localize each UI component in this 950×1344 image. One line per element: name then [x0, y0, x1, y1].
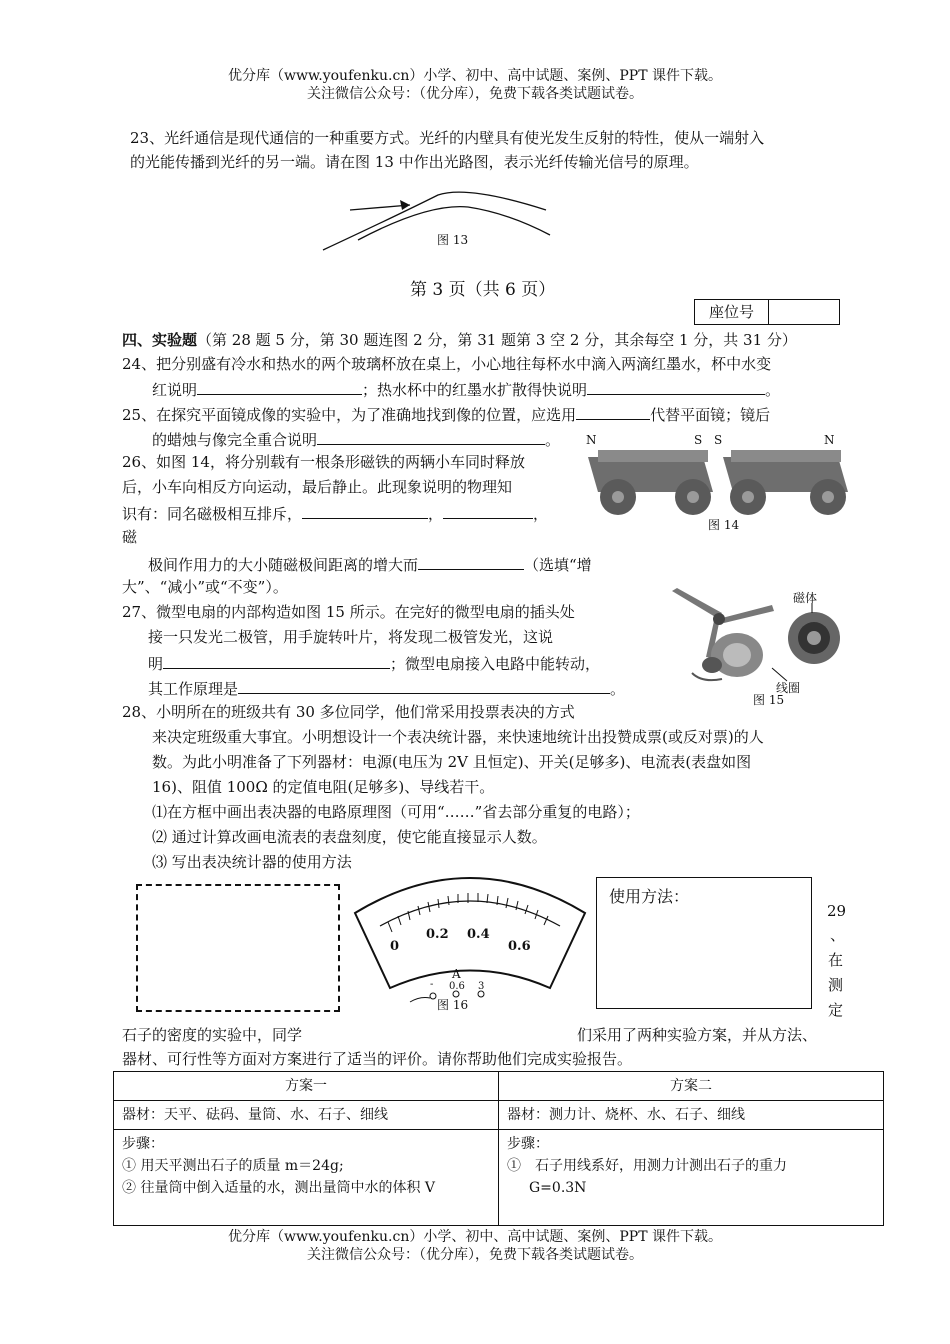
circuit-answer-box[interactable] — [136, 884, 340, 1012]
plan2-step-1: ① 石子用线系好，用测力计测出石子的重力 — [507, 1158, 787, 1174]
q25-line2 — [152, 428, 560, 450]
page-header-line2: 关注微信公众号：（优分库），免费下载各类试题试卷。 — [307, 86, 643, 102]
q23-line1: 23、光纤通信是现代通信的一种重要方式。光纤的内壁具有使光发生反射的特性，使从一端射入 — [130, 129, 765, 147]
terminal-minus: - — [430, 979, 434, 990]
q26-text-a: 识有：同名磁极相互排斥， — [122, 505, 303, 523]
table-row — [114, 1072, 884, 1101]
q28-sub1: ⑴在方框中画出表决器的电路原理图（可用“……”省去部分重复的电路）； — [152, 803, 640, 821]
q29-side-char-2: 测 — [828, 976, 844, 994]
section4-title: 四、实验题 — [122, 331, 198, 349]
q29-side-comma: 、 — [830, 926, 846, 944]
q29-side-char-3: 定 — [828, 1001, 844, 1019]
q27-line2: 接一只发光二极管，用手旋转叶片，将发现二极管发光，这说 — [148, 628, 554, 646]
q27-text-d: 。 — [610, 680, 626, 698]
q26-text-d: 极间作用力的大小随磁极间距离的增大而 — [148, 556, 419, 574]
fig16-caption: 图 16 — [437, 998, 469, 1012]
dial-unit: A — [452, 967, 461, 981]
q26-line5 — [148, 553, 592, 575]
plan2-header: 方案二 — [499, 1072, 884, 1101]
fig14-pole-n-right: N — [824, 433, 835, 447]
q27-text-a: 明 — [148, 655, 164, 673]
plan2-steps-cell — [499, 1130, 884, 1226]
page-footer-line2: 关注微信公众号：（优分库），免费下载各类试题试卷。 — [307, 1247, 643, 1263]
q26-line6: 大”、“减小”或“不变”）。 — [122, 578, 288, 596]
experiment-report-table — [113, 1071, 884, 1226]
plan1-step-2: ② 往量筒中倒入适量的水，测出量筒中水的体积 V — [122, 1180, 436, 1196]
q29-line2: 器材、可行性等方面对方案进行了适当的评价。请你帮助他们完成实验报告。 — [122, 1050, 633, 1068]
q27-text-b: ；微型电扇接入电路中能转动， — [390, 655, 601, 673]
section4-note: （第 28 题 5 分，第 30 题连图 2 分，第 31 题第 3 空 2 分，其余每空 1 分，共 31 分） — [197, 331, 797, 349]
table-row — [114, 1130, 884, 1226]
dial-label-0-6: 0.6 — [508, 939, 531, 954]
fig13-caption: 图 13 — [437, 233, 469, 247]
page-indicator: 第 3 页（共 6 页） — [410, 280, 556, 300]
q29-side-char-1: 在 — [828, 951, 844, 969]
q27-line1: 27、微型电扇的内部构造如图 15 所示。在完好的微型电扇的插头处 — [122, 603, 575, 621]
q27-line3 — [148, 652, 600, 674]
left-cart — [588, 450, 713, 515]
q25-text-a: 25、在探究平面镜成像的实验中，为了准确地找到像的位置，应选用 — [122, 406, 577, 424]
page-footer-line1: 优分库（www.youfenku.cn）小学、初中、高中试题、案例、PPT 课件下载。 — [227, 1229, 722, 1245]
q28-line3: 数。为此小明准备了下列器材：电源(电压为 2V 且恒定)、开关(足够多)、电流表(表盘如图 — [152, 753, 752, 771]
fig15-caption: 图 15 — [753, 693, 785, 707]
q26-text-b: ， — [428, 505, 444, 523]
seat-number-label: 座位号 — [695, 300, 769, 324]
q28-line2: 来决定班级重大事宜。小明想设计一个表决统计器，来快速地统计出投赞成票(或反对票)的人 — [152, 728, 764, 746]
q24-blank-2[interactable] — [587, 378, 765, 395]
plan2-steps-label: 步骤： — [507, 1136, 549, 1152]
fig14-pole-s-left: S — [694, 433, 703, 447]
q26-line3 — [122, 502, 548, 524]
terminal-3: 3 — [478, 981, 485, 992]
q28-line1: 28、小明所在的班级共有 30 多位同学，他们常采用投票表决的方式 — [122, 703, 575, 721]
arrow-icon — [400, 200, 410, 210]
q28-line4: 16)、阻值 100Ω 的定值电阻(足够多)、导线若干。 — [152, 778, 495, 796]
plan1-header: 方案一 — [114, 1072, 499, 1101]
q25-blank-2[interactable] — [317, 428, 545, 445]
q25-blank-1[interactable] — [576, 403, 650, 420]
fig14-caption: 图 14 — [708, 518, 740, 532]
q24-line1: 24、把分别盛有冷水和热水的两个玻璃杯放在桌上，小心地往每杯水中滴入两滴红墨水，杯中水变 — [122, 355, 772, 373]
q24-text-b: ；热水杯中的红墨水扩散得快说明 — [362, 381, 588, 399]
q26-line4: 磁 — [122, 528, 138, 546]
plan1-step-1: ① 用天平测出石子的质量 m＝24g; — [122, 1158, 344, 1174]
q25-text-b: 代替平面镜；镜后 — [650, 406, 771, 424]
fig15-label-coil: 线圈 — [776, 681, 801, 695]
q24-text-a: 红说明 — [152, 381, 198, 399]
fiber-top-wall — [323, 192, 546, 250]
q26-text-c: ， — [533, 505, 549, 523]
q26-blank-2[interactable] — [443, 502, 533, 519]
q24-line2 — [152, 378, 780, 400]
table-row — [114, 1101, 884, 1130]
plan1-steps-cell — [114, 1130, 499, 1226]
fig14-pole-s-right: S — [714, 433, 723, 447]
plan1-steps-label: 步骤： — [122, 1136, 164, 1152]
q29-line1b: 们采用了两种实验方案，并从方法、 — [577, 1026, 818, 1044]
q26-line2: 后，小车向相反方向运动，最后静止。此现象说明的物理知 — [122, 478, 513, 496]
q27-blank-2[interactable] — [238, 677, 610, 694]
q24-blank-1[interactable] — [197, 378, 362, 395]
page-header-line1: 优分库（www.youfenku.cn）小学、初中、高中试题、案例、PPT 课件下载。 — [227, 68, 722, 84]
q26-line1: 26、如图 14，将分别载有一根条形磁铁的两辆小车同时释放 — [122, 453, 525, 471]
incident-light-ray — [350, 205, 410, 210]
usage-method-title: 使用方法： — [609, 887, 690, 906]
q25-line1 — [122, 403, 770, 425]
section4-heading — [122, 330, 797, 350]
q24-text-c: 。 — [765, 381, 781, 399]
q27-text-c: 其工作原理是 — [148, 680, 239, 698]
terminal-0-6: 0.6 — [449, 981, 465, 992]
dial-label-0-2: 0.2 — [426, 927, 449, 942]
motor-coil — [692, 633, 763, 680]
q26-blank-1[interactable] — [302, 502, 428, 519]
plan1-materials: 器材：天平、砝码、量筒、水、石子、细线 — [114, 1101, 499, 1130]
q28-sub3: ⑶ 写出表决统计器的使用方法 — [152, 853, 352, 871]
fig15-micro-fan — [662, 583, 847, 693]
dial-label-0: 0 — [390, 939, 400, 954]
fig14-pole-n-left: N — [586, 433, 597, 447]
q26-blank-3[interactable] — [418, 553, 524, 570]
usage-method-box[interactable] — [596, 877, 812, 1009]
q23-line2: 的光能传播到光纤的另一端。请在图 13 中作出光路图，表示光纤传输光信号的原理。 — [130, 153, 699, 171]
plan2-materials: 器材：测力计、烧杯、水、石子、细线 — [499, 1101, 884, 1130]
right-cart — [723, 450, 848, 515]
q29-side-num: 29 — [827, 902, 847, 920]
q28-sub2: ⑵ 通过计算改画电流表的表盘刻度，使它能直接显示人数。 — [152, 828, 547, 846]
q25-text-c: 的蜡烛与像完全重合说明 — [152, 431, 318, 449]
q26-text-e: （选填“增 — [524, 556, 592, 574]
fig16-ammeter-dial — [350, 868, 590, 1016]
q29-line1a: 石子的密度的实验中，同学 — [122, 1026, 303, 1044]
q25-text-d: 。 — [545, 431, 561, 449]
q27-line4 — [148, 677, 625, 699]
dial-label-0-4: 0.4 — [467, 927, 490, 942]
q27-blank-1[interactable] — [163, 652, 390, 669]
magnet-ring — [788, 612, 840, 664]
fig15-label-magnet: 磁体 — [793, 591, 818, 605]
plan2-step-1-cont: G=0.3N — [529, 1180, 587, 1196]
seat-number-box — [694, 299, 840, 325]
